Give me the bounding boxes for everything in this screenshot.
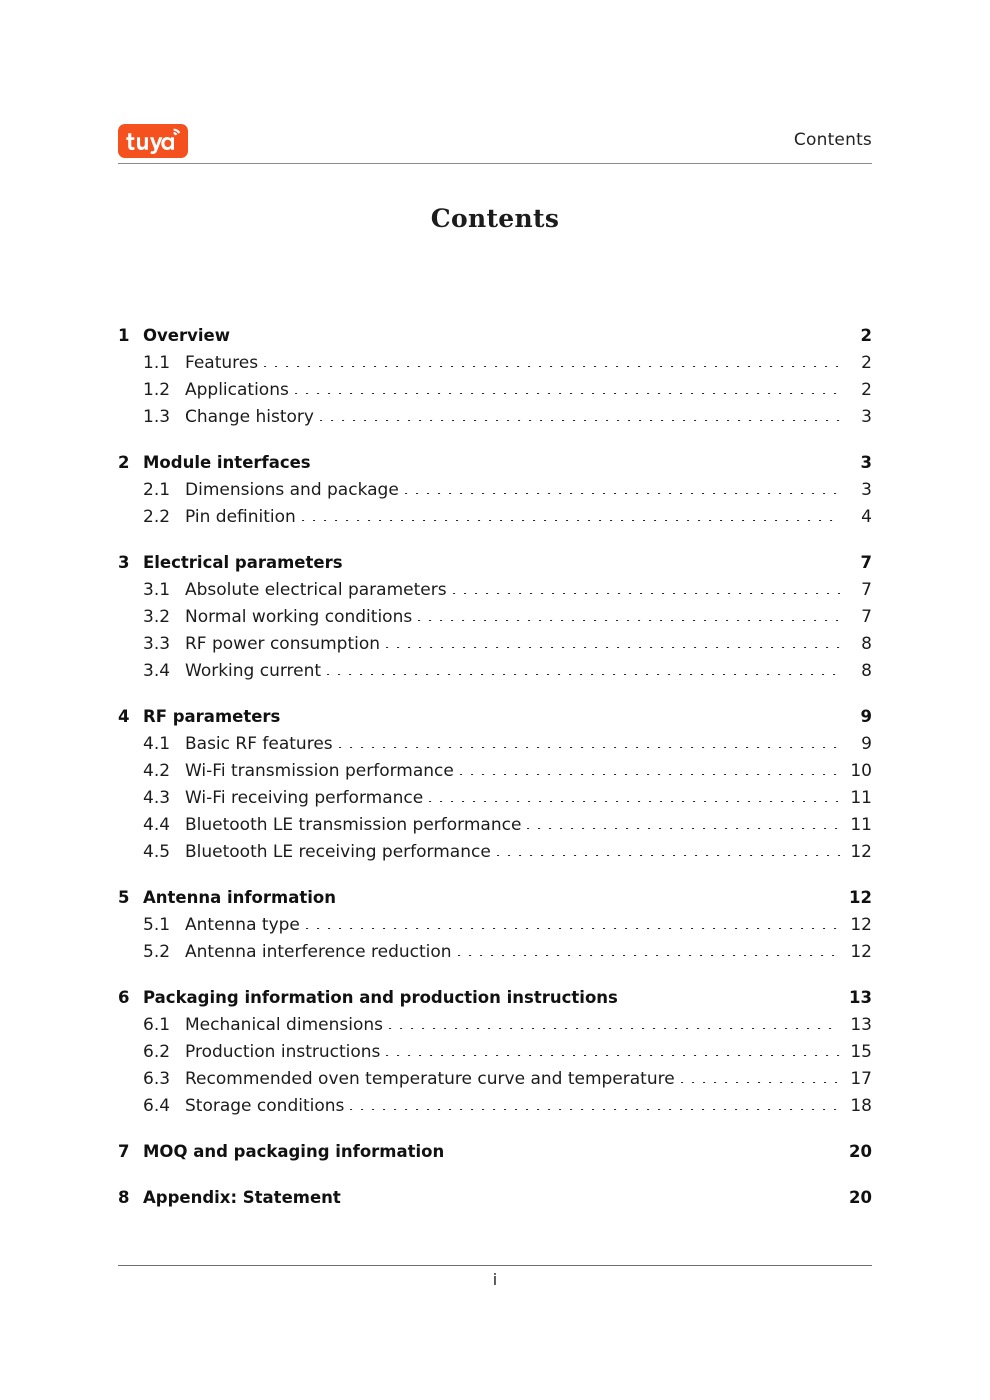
toc-entry-page-number: 7 (860, 553, 872, 572)
toc-entry-subsection[interactable] (118, 815, 872, 842)
toc-entry-page-number: 3 (860, 453, 872, 472)
toc-entry-number: 2 (118, 453, 130, 472)
toc-dot-leader (306, 928, 840, 929)
toc-dot-leader (350, 1109, 840, 1110)
toc-entry-subsection[interactable] (118, 1042, 872, 1069)
toc-entry-number: 6.2 (143, 1042, 171, 1062)
toc-entry-page-number: 9 (861, 734, 872, 754)
toc-entry-title: Storage conditions (185, 1096, 345, 1116)
toc-entry-title: MOQ and packaging information (143, 1142, 445, 1161)
toc-entry-page-number: 3 (861, 480, 872, 500)
toc-entry-number: 2.2 (143, 507, 171, 527)
toc-entry-number: 5.2 (143, 942, 171, 962)
toc-entry-subsection[interactable] (118, 507, 872, 534)
toc-entry-section[interactable] (118, 1142, 872, 1169)
toc-entry-subsection[interactable] (118, 942, 872, 969)
toc-entry-subsection[interactable] (118, 1015, 872, 1042)
toc-entry-title: Absolute electrical parameters (185, 580, 447, 600)
table-of-contents (118, 326, 872, 1215)
toc-entry-page-number: 9 (860, 707, 872, 726)
toc-entry-title: Packaging information and production instructions (143, 988, 618, 1007)
toc-entry-title: Change history (185, 407, 314, 427)
toc-entry-page-number: 2 (861, 353, 872, 373)
toc-entry-title: Antenna information (143, 888, 336, 907)
toc-entry-page-number: 7 (861, 607, 872, 627)
toc-entry-number: 4.5 (143, 842, 171, 862)
toc-entry-page-number: 11 (850, 815, 872, 835)
toc-entry-page-number: 18 (850, 1096, 872, 1116)
toc-entry-title: Applications (185, 380, 289, 400)
toc-entry-number: 4.1 (143, 734, 171, 754)
toc-entry-number: 3.1 (143, 580, 171, 600)
toc-dot-leader (386, 1055, 840, 1056)
toc-group (118, 1188, 872, 1215)
toc-entry-number: 6.1 (143, 1015, 171, 1035)
toc-entry-subsection[interactable] (118, 580, 872, 607)
toc-group (118, 453, 872, 534)
toc-dot-leader (681, 1082, 840, 1083)
toc-dot-leader (429, 801, 840, 802)
toc-entry-section[interactable] (118, 453, 872, 480)
toc-dot-leader (418, 620, 840, 621)
toc-dot-leader (327, 674, 840, 675)
toc-entry-title: Mechanical dimensions (185, 1015, 383, 1035)
toc-entry-subsection[interactable] (118, 842, 872, 869)
toc-entry-subsection[interactable] (118, 480, 872, 507)
toc-entry-subsection[interactable] (118, 734, 872, 761)
toc-entry-page-number: 3 (861, 407, 872, 427)
toc-entry-number: 1.1 (143, 353, 171, 373)
toc-dot-leader (458, 955, 840, 956)
toc-dot-leader (347, 1201, 840, 1202)
toc-entry-number: 4.2 (143, 761, 171, 781)
toc-dot-leader (349, 566, 840, 567)
toc-group (118, 1142, 872, 1169)
toc-entry-number: 3.4 (143, 661, 171, 681)
toc-dot-leader (386, 647, 840, 648)
toc-entry-number: 3.2 (143, 607, 171, 627)
toc-entry-title: Working current (185, 661, 322, 681)
toc-entry-title: Wi-Fi receiving performance (185, 788, 424, 808)
toc-entry-number: 1.3 (143, 407, 171, 427)
toc-entry-title: Appendix: Statement (143, 1188, 341, 1207)
toc-entry-page-number: 12 (849, 888, 872, 907)
toc-entry-number: 1.2 (143, 380, 171, 400)
toc-entry-page-number: 8 (861, 661, 872, 681)
footer-divider (118, 1265, 872, 1266)
toc-entry-title: Features (185, 353, 259, 373)
toc-entry-title: Antenna interference reduction (185, 942, 452, 962)
toc-entry-section[interactable] (118, 888, 872, 915)
toc-entry-number: 1 (118, 326, 130, 345)
toc-entry-subsection[interactable] (118, 788, 872, 815)
toc-entry-number: 4.3 (143, 788, 171, 808)
toc-entry-title: Bluetooth LE receiving performance (185, 842, 491, 862)
page-title: Contents (430, 204, 560, 233)
toc-entry-subsection[interactable] (118, 761, 872, 788)
toc-entry-page-number: 12 (850, 942, 872, 962)
toc-entry-number: 5 (118, 888, 130, 907)
toc-entry-number: 5.1 (143, 915, 171, 935)
toc-dot-leader (460, 774, 840, 775)
toc-entry-section[interactable] (118, 707, 872, 734)
toc-entry-number: 6.3 (143, 1069, 171, 1089)
toc-entry-subsection[interactable] (118, 661, 872, 688)
toc-entry-title: Module interfaces (143, 453, 311, 472)
toc-entry-subsection[interactable] (118, 915, 872, 942)
toc-entry-section[interactable] (118, 326, 872, 353)
toc-entry-number: 6 (118, 988, 130, 1007)
toc-dot-leader (624, 1001, 840, 1002)
toc-dot-leader (320, 420, 840, 421)
toc-dot-leader (527, 828, 840, 829)
toc-entry-title: Basic RF features (185, 734, 333, 754)
toc-entry-title: Normal working conditions (185, 607, 413, 627)
toc-group (118, 326, 872, 434)
toc-dot-leader (389, 1028, 840, 1029)
toc-entry-page-number: 8 (861, 634, 872, 654)
toc-group (118, 707, 872, 869)
toc-entry-subsection[interactable] (118, 1096, 872, 1123)
toc-dot-leader (450, 1155, 840, 1156)
toc-dot-leader (339, 747, 840, 748)
toc-dot-leader (453, 593, 840, 594)
toc-entry-number: 6.4 (143, 1096, 171, 1116)
toc-entry-subsection[interactable] (118, 634, 872, 661)
toc-entry-number: 3 (118, 553, 130, 572)
toc-entry-title: Overview (143, 326, 230, 345)
toc-dot-leader (236, 339, 840, 340)
toc-entry-page-number: 20 (849, 1142, 872, 1161)
toc-entry-title: Wi-Fi transmission performance (185, 761, 454, 781)
footer-page-number: i (492, 1270, 498, 1289)
toc-entry-page-number: 7 (861, 580, 872, 600)
toc-dot-leader (317, 466, 840, 467)
toc-entry-title: Electrical parameters (143, 553, 343, 572)
toc-group (118, 553, 872, 688)
toc-entry-title: Recommended oven temperature curve and temperature (185, 1069, 675, 1089)
toc-entry-number: 4 (118, 707, 130, 726)
toc-entry-title: Dimensions and package (185, 480, 399, 500)
toc-entry-title: Antenna type (185, 915, 300, 935)
page-header (118, 118, 872, 164)
toc-entry-page-number: 12 (850, 842, 872, 862)
toc-entry-subsection[interactable] (118, 353, 872, 380)
toc-dot-leader (286, 720, 840, 721)
toc-entry-section[interactable] (118, 988, 872, 1015)
toc-entry-section[interactable] (118, 553, 872, 580)
toc-entry-title: Bluetooth LE transmission performance (185, 815, 522, 835)
toc-group (118, 988, 872, 1123)
toc-entry-title: Pin definition (185, 507, 296, 527)
toc-dot-leader (405, 493, 840, 494)
toc-dot-leader (302, 520, 840, 521)
toc-dot-leader (264, 366, 840, 367)
toc-entry-page-number: 10 (850, 761, 872, 781)
header-divider (118, 163, 872, 164)
toc-entry-title: RF parameters (143, 707, 281, 726)
toc-entry-page-number: 2 (861, 380, 872, 400)
toc-entry-page-number: 4 (861, 507, 872, 527)
header-title: Contents (793, 130, 872, 150)
toc-entry-page-number: 13 (850, 1015, 872, 1035)
toc-entry-subsection[interactable] (118, 1069, 872, 1096)
toc-entry-page-number: 17 (850, 1069, 872, 1089)
toc-entry-subsection[interactable] (118, 407, 872, 434)
toc-group (118, 888, 872, 969)
tuya-logo (118, 124, 188, 158)
toc-entry-title: RF power consumption (185, 634, 381, 654)
toc-entry-section[interactable] (118, 1188, 872, 1215)
toc-dot-leader (295, 393, 840, 394)
toc-dot-leader (497, 855, 840, 856)
toc-entry-number: 3.3 (143, 634, 171, 654)
toc-entry-number: 7 (118, 1142, 130, 1161)
toc-entry-number: 2.1 (143, 480, 171, 500)
toc-entry-page-number: 11 (850, 788, 872, 808)
toc-dot-leader (342, 901, 840, 902)
toc-entry-subsection[interactable] (118, 607, 872, 634)
toc-entry-subsection[interactable] (118, 380, 872, 407)
toc-entry-page-number: 15 (850, 1042, 872, 1062)
toc-entry-title: Production instructions (185, 1042, 381, 1062)
toc-entry-page-number: 20 (849, 1188, 872, 1207)
toc-entry-page-number: 2 (860, 326, 872, 345)
toc-entry-number: 8 (118, 1188, 130, 1207)
toc-entry-page-number: 12 (850, 915, 872, 935)
toc-entry-page-number: 13 (849, 988, 872, 1007)
toc-entry-number: 4.4 (143, 815, 171, 835)
